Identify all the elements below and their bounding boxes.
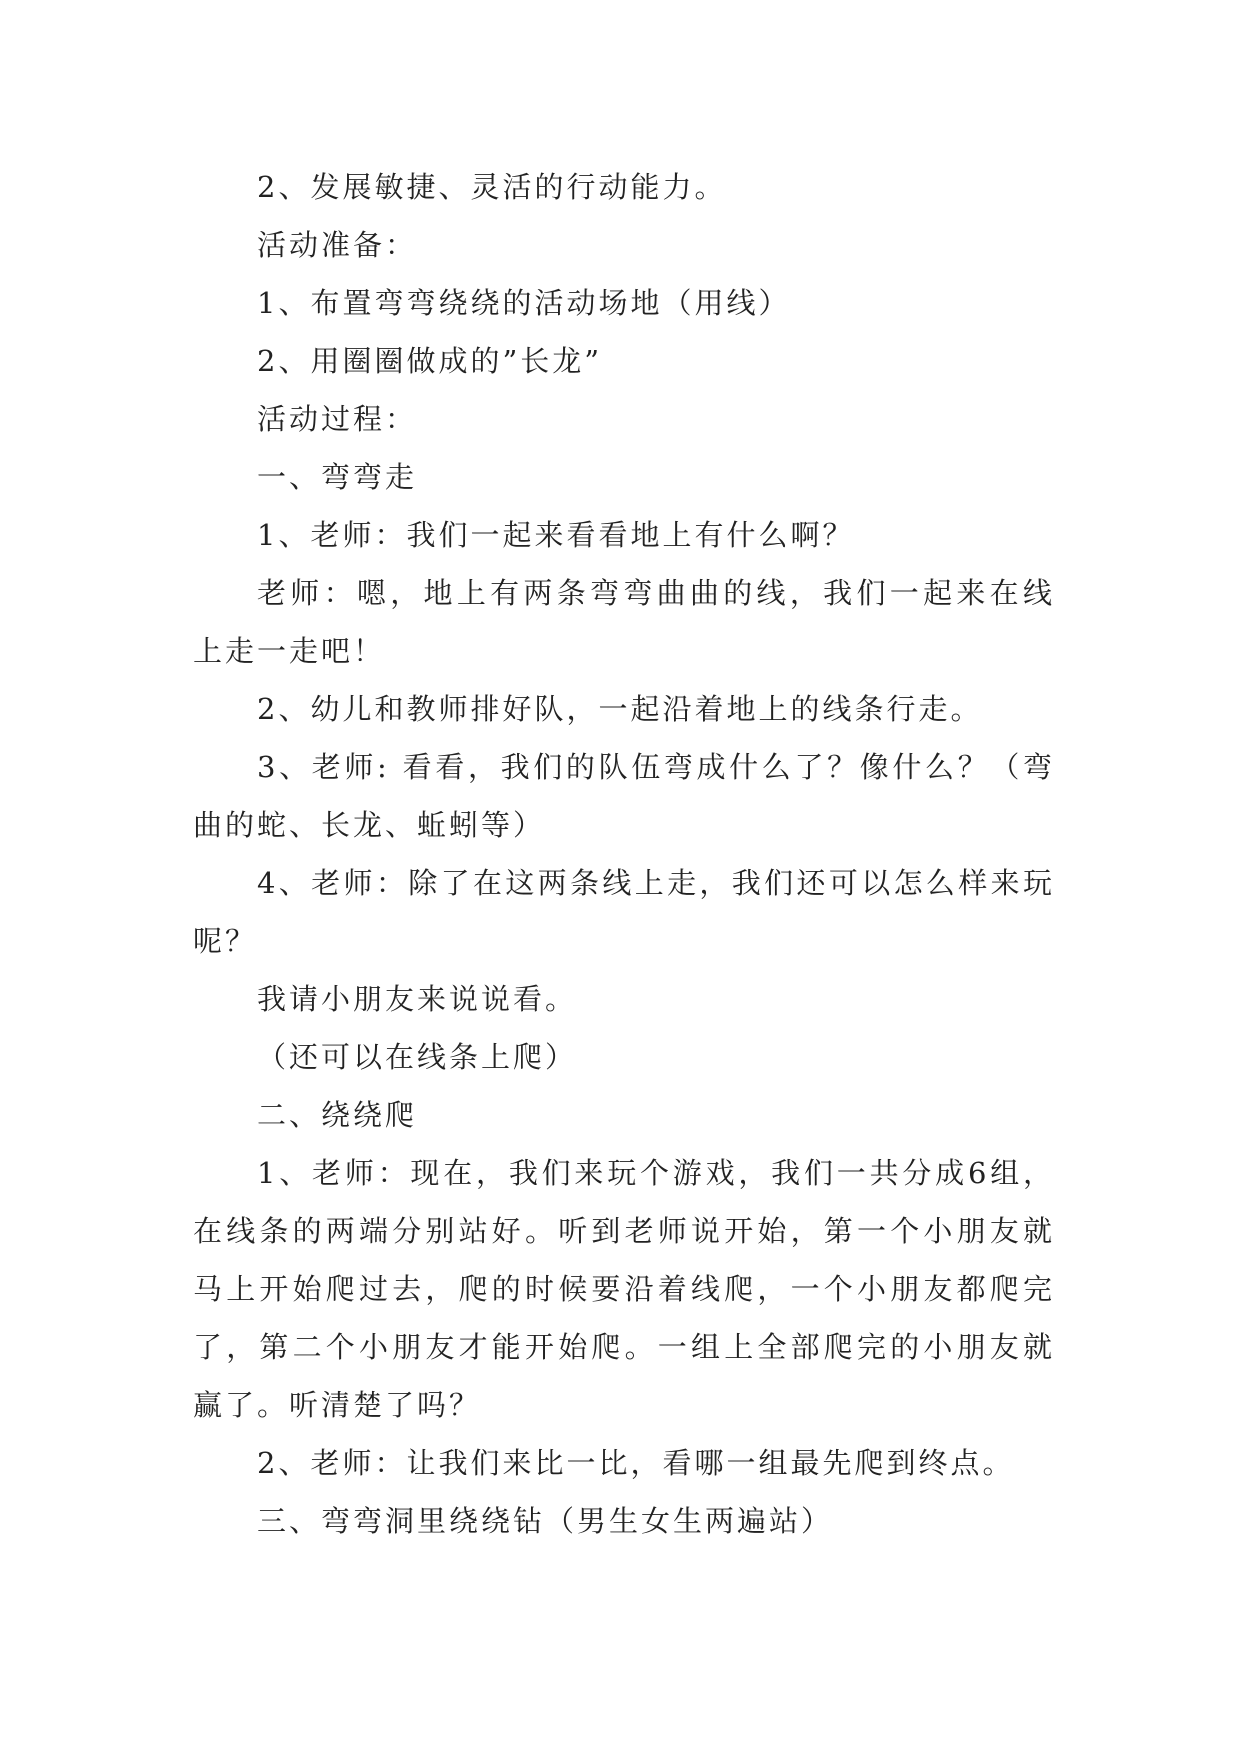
paragraph: （还可以在线条上爬） [257,1040,578,1074]
section-heading: 一、弯弯走 [257,460,418,494]
document-body [193,158,1055,1550]
paragraph: 活动过程： [257,402,418,436]
paragraph: 2、幼儿和教师排好队，一起沿着地上的线条行走。 [257,692,983,726]
section-heading: 二、绕绕爬 [257,1098,418,1132]
section-heading: 三、弯弯洞里绕绕钻（男生女生两遍站） [257,1504,834,1538]
paragraph: 1、布置弯弯绕绕的活动场地（用线） [257,286,791,320]
paragraph: 2、用圈圈做成的”长龙” [257,344,603,378]
paragraph: 4、老师：除了在这两条线上走，我们还可以怎么样来玩呢？ [193,866,1055,958]
paragraph: 2、老师：让我们来比一比，看哪一组最先爬到终点。 [257,1446,1015,1480]
paragraph: 1、老师：现在，我们来玩个游戏，我们一共分成6组，在线条的两端分别站好。听到老师说开始，第一个小朋友就马上开始爬过去，爬的时候要沿着线爬，一个小朋友都爬完了，第二个小朋友才能开始爬。一组上全部爬完的小朋友就赢了。听清楚了吗？ [193,1156,1055,1422]
paragraph: 活动准备： [257,228,418,262]
paragraph: 1、老师：我们一起来看看地上有什么啊？ [257,518,855,552]
paragraph: 3、老师: 看看，我们的队伍弯成什么了？像什么？（弯曲的蛇、长龙、蚯蚓等） [193,750,1055,842]
paragraph: 2、发展敏捷、灵活的行动能力。 [257,170,727,204]
paragraph: 我请小朋友来说说看。 [257,982,578,1016]
paragraph: 老师：嗯，地上有两条弯弯曲曲的线，我们一起来在线上走一走吧！ [193,576,1055,668]
